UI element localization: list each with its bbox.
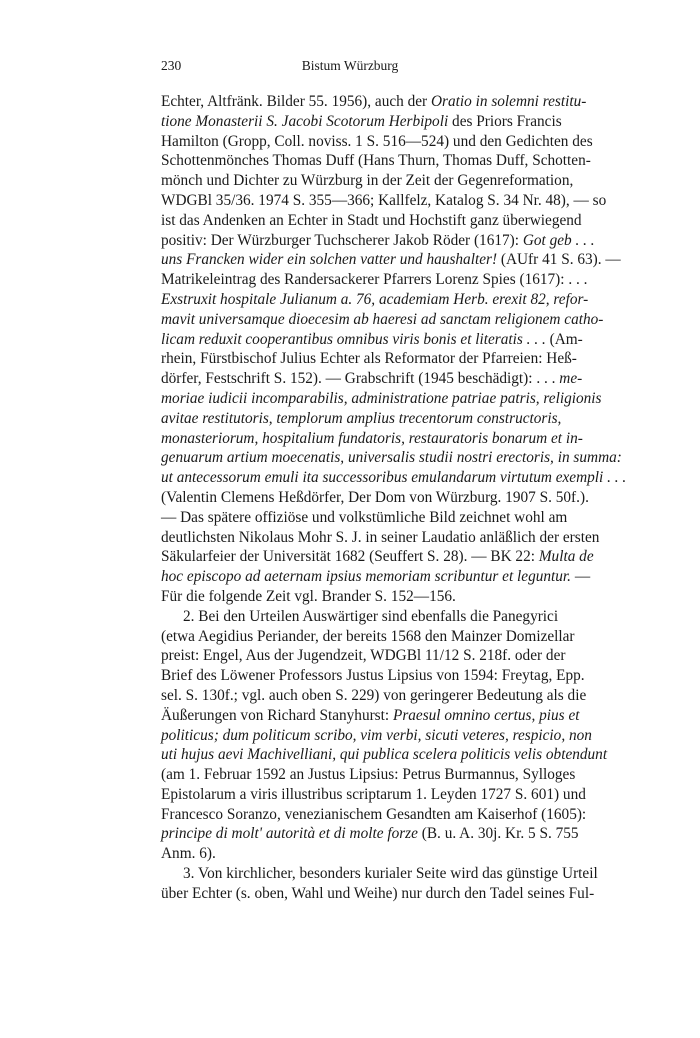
text-line [161, 389, 602, 409]
text-line [161, 468, 627, 488]
text-line [161, 508, 568, 528]
text-line [161, 92, 587, 112]
text-segment: (B. u. A. 30j. Kr. 5 S. 755 [417, 825, 579, 843]
text-line [161, 686, 587, 706]
paragraph-p1 [161, 92, 627, 607]
paragraph-p3 [161, 864, 598, 904]
text-line [161, 349, 577, 369]
text-segment: Äußerungen von Richard Stanyhurst: [161, 706, 393, 724]
text-line [161, 250, 621, 270]
text-line [161, 448, 622, 468]
italic-segment: moriae iudicii incomparabilis, administratione patriae patris, religionis [161, 389, 602, 407]
italic-segment: Got geb . . . [522, 231, 595, 249]
body-text [161, 92, 627, 904]
text-line [161, 132, 593, 152]
italic-segment: monasteriorum, hospitalium fundatoris, restauratoris bonarum et in- [161, 429, 583, 447]
italic-segment: ut antecessorum emuli ita successoribus emulandarum virtutum exempli . . . [161, 469, 627, 487]
text-segment: Matrikeleintrag des Randersackerer Pfarrers Lorenz Spies (1617): . . . [161, 271, 588, 289]
text-line [161, 112, 562, 132]
page-number: 230 [161, 58, 182, 73]
text-line [161, 567, 591, 587]
text-segment: sel. S. 130f.; vgl. auch oben S. 229) von geringerer Bedeutung als die [161, 686, 587, 704]
text-segment: dörfer, Festschrift S. 152). — Grabschrift (1945 beschädigt): . . . [161, 370, 560, 388]
text-segment: mönch und Dichter zu Würzburg in der Zeit der Gegenreformation, [161, 172, 574, 190]
italic-segment: avitae restitutoris, templorum amplius trecentorum constructoris, [161, 409, 562, 427]
text-segment: 2. Bei den Urteilen Auswärtiger sind ebenfalls die Panegyrici [183, 607, 559, 625]
italic-segment: tione Monasterii S. Jacobi Scotorum Herbipoli [161, 112, 449, 130]
italic-segment: hoc episcopo ad aeternam ipsius memoriam scribuntur et leguntur. [161, 568, 572, 586]
text-line [161, 765, 576, 785]
italic-segment: uti hujus aevi Machivelliani, qui publica scelera politicis velis obtendunt [161, 746, 608, 764]
paragraph-p2 [161, 607, 608, 864]
text-line [161, 429, 583, 449]
text-segment: deutlichsten Nikolaus Mohr S. J. in seiner Laudatio anläßlich der ersten [161, 528, 600, 546]
text-line [161, 211, 582, 231]
text-line [161, 666, 585, 686]
text-segment: des Priors Francis [448, 112, 562, 130]
text-line [161, 824, 579, 844]
text-line [161, 884, 595, 904]
italic-segment: Oratio in solemni restitu- [430, 93, 587, 110]
text-line [161, 151, 591, 171]
text-segment: WDGBl 35/36. 1974 S. 355—366; Kallfelz, Katalog S. 34 Nr. 48), — so [161, 191, 607, 209]
text-line [161, 270, 588, 290]
text-segment: Echter, Altfränk. Bilder 55. 1956), auch der [161, 93, 431, 110]
text-line [161, 191, 607, 211]
italic-segment: principe di molt' autorità et di molte forze [161, 825, 418, 843]
italic-segment: uns Francken wider ein solchen vatter und haushalter! [161, 251, 498, 269]
text-segment: positiv: Der Würzburger Tuchscherer Jakob Röder (1617): [161, 231, 523, 249]
italic-segment: mavit universamque dioecesim ab haeresi ad sanctam religionem catho- [161, 310, 604, 328]
text-line [161, 627, 575, 647]
text-line [161, 646, 566, 666]
italic-segment: Exstruxit hospitale Julianum a. 76, academiam Herb. erexit 82, refor- [161, 290, 589, 308]
text-segment: Schottenmönches Thomas Duff (Hans Thurn, Thomas Duff, Schotten- [161, 152, 591, 170]
text-line [161, 528, 600, 548]
text-line [161, 369, 583, 389]
text-line [161, 706, 580, 726]
italic-segment: Multa de [538, 548, 594, 566]
text-segment: Hamilton (Gropp, Coll. noviss. 1 S. 516—524) und den Gedichten des [161, 132, 593, 150]
text-line [161, 330, 583, 350]
text-line [161, 488, 589, 508]
text-line [161, 607, 559, 627]
text-segment: — Das spätere offiziöse und volkstümliche Bild zeichnet wohl am [161, 508, 568, 526]
text-segment: über Echter (s. oben, Wahl und Weihe) nur durch den Tadel seines Ful- [161, 884, 595, 902]
italic-segment: me- [559, 370, 583, 388]
text-segment: Epistolarum a viris illustribus scriptarum 1. Leyden 1727 S. 601) und [161, 785, 586, 803]
text-line [161, 805, 587, 825]
italic-segment: licam reduxit cooperantibus omnibus viris bonis et literatis . . . [161, 330, 546, 348]
text-segment: Francesco Soranzo, venezianischem Gesandten am Kaiserhof (1605): [161, 805, 587, 823]
text-segment: 3. Von kirchlicher, besonders kurialer Seite wird das günstige Urteil [183, 865, 598, 883]
page-header [161, 58, 539, 80]
text-segment: Anm. 6). [161, 845, 216, 863]
text-line [161, 171, 574, 191]
text-segment: (etwa Aegidius Periander, der bereits 1568 den Mainzer Domizellar [161, 627, 575, 645]
text-line [161, 864, 598, 884]
italic-segment: genuarum artium moecenatis, universalis studii nostri erectoris, in summa: [161, 449, 622, 467]
text-line [161, 745, 608, 765]
text-segment: ist das Andenken an Echter in Stadt und Hochstift ganz überwiegend [161, 211, 582, 229]
text-segment: Säkularfeier der Universität 1682 (Seuffert S. 28). — BK 22: [161, 548, 539, 566]
text-line [161, 231, 595, 251]
italic-segment: politicus; dum politicum scribo, vim verbi, sicuti veteres, respicio, non [161, 726, 592, 744]
text-segment: rhein, Fürstbischof Julius Echter als Reformator der Pfarreien: Heß- [161, 350, 577, 368]
text-line [161, 587, 540, 607]
text-segment: preist: Engel, Aus der Jugendzeit, WDGBl 11/12 S. 218f. oder der [161, 647, 566, 665]
text-line [161, 844, 540, 864]
text-line [161, 785, 586, 805]
text-line [161, 290, 589, 310]
text-line [161, 547, 594, 567]
text-line [161, 726, 592, 746]
text-segment: — [571, 568, 591, 586]
text-segment: (am 1. Februar 1592 an Justus Lipsius: Petrus Burmannus, Sylloges [161, 766, 576, 784]
text-segment: Für die folgende Zeit vgl. Brander S. 152—156. [161, 587, 456, 605]
text-segment: (AUfr 41 S. 63). — [497, 251, 621, 269]
text-segment: (Am- [545, 330, 583, 348]
running-title: Bistum Würzburg [301, 58, 399, 73]
text-line [161, 310, 604, 330]
text-segment: (Valentin Clemens Heßdörfer, Der Dom von Würzburg. 1907 S. 50f.). [161, 488, 589, 506]
text-segment: Brief des Löwener Professors Justus Lipsius von 1594: Freytag, Epp. [161, 667, 585, 685]
italic-segment: Praesul omnino certus, pius et [392, 706, 580, 724]
text-line [161, 409, 562, 429]
